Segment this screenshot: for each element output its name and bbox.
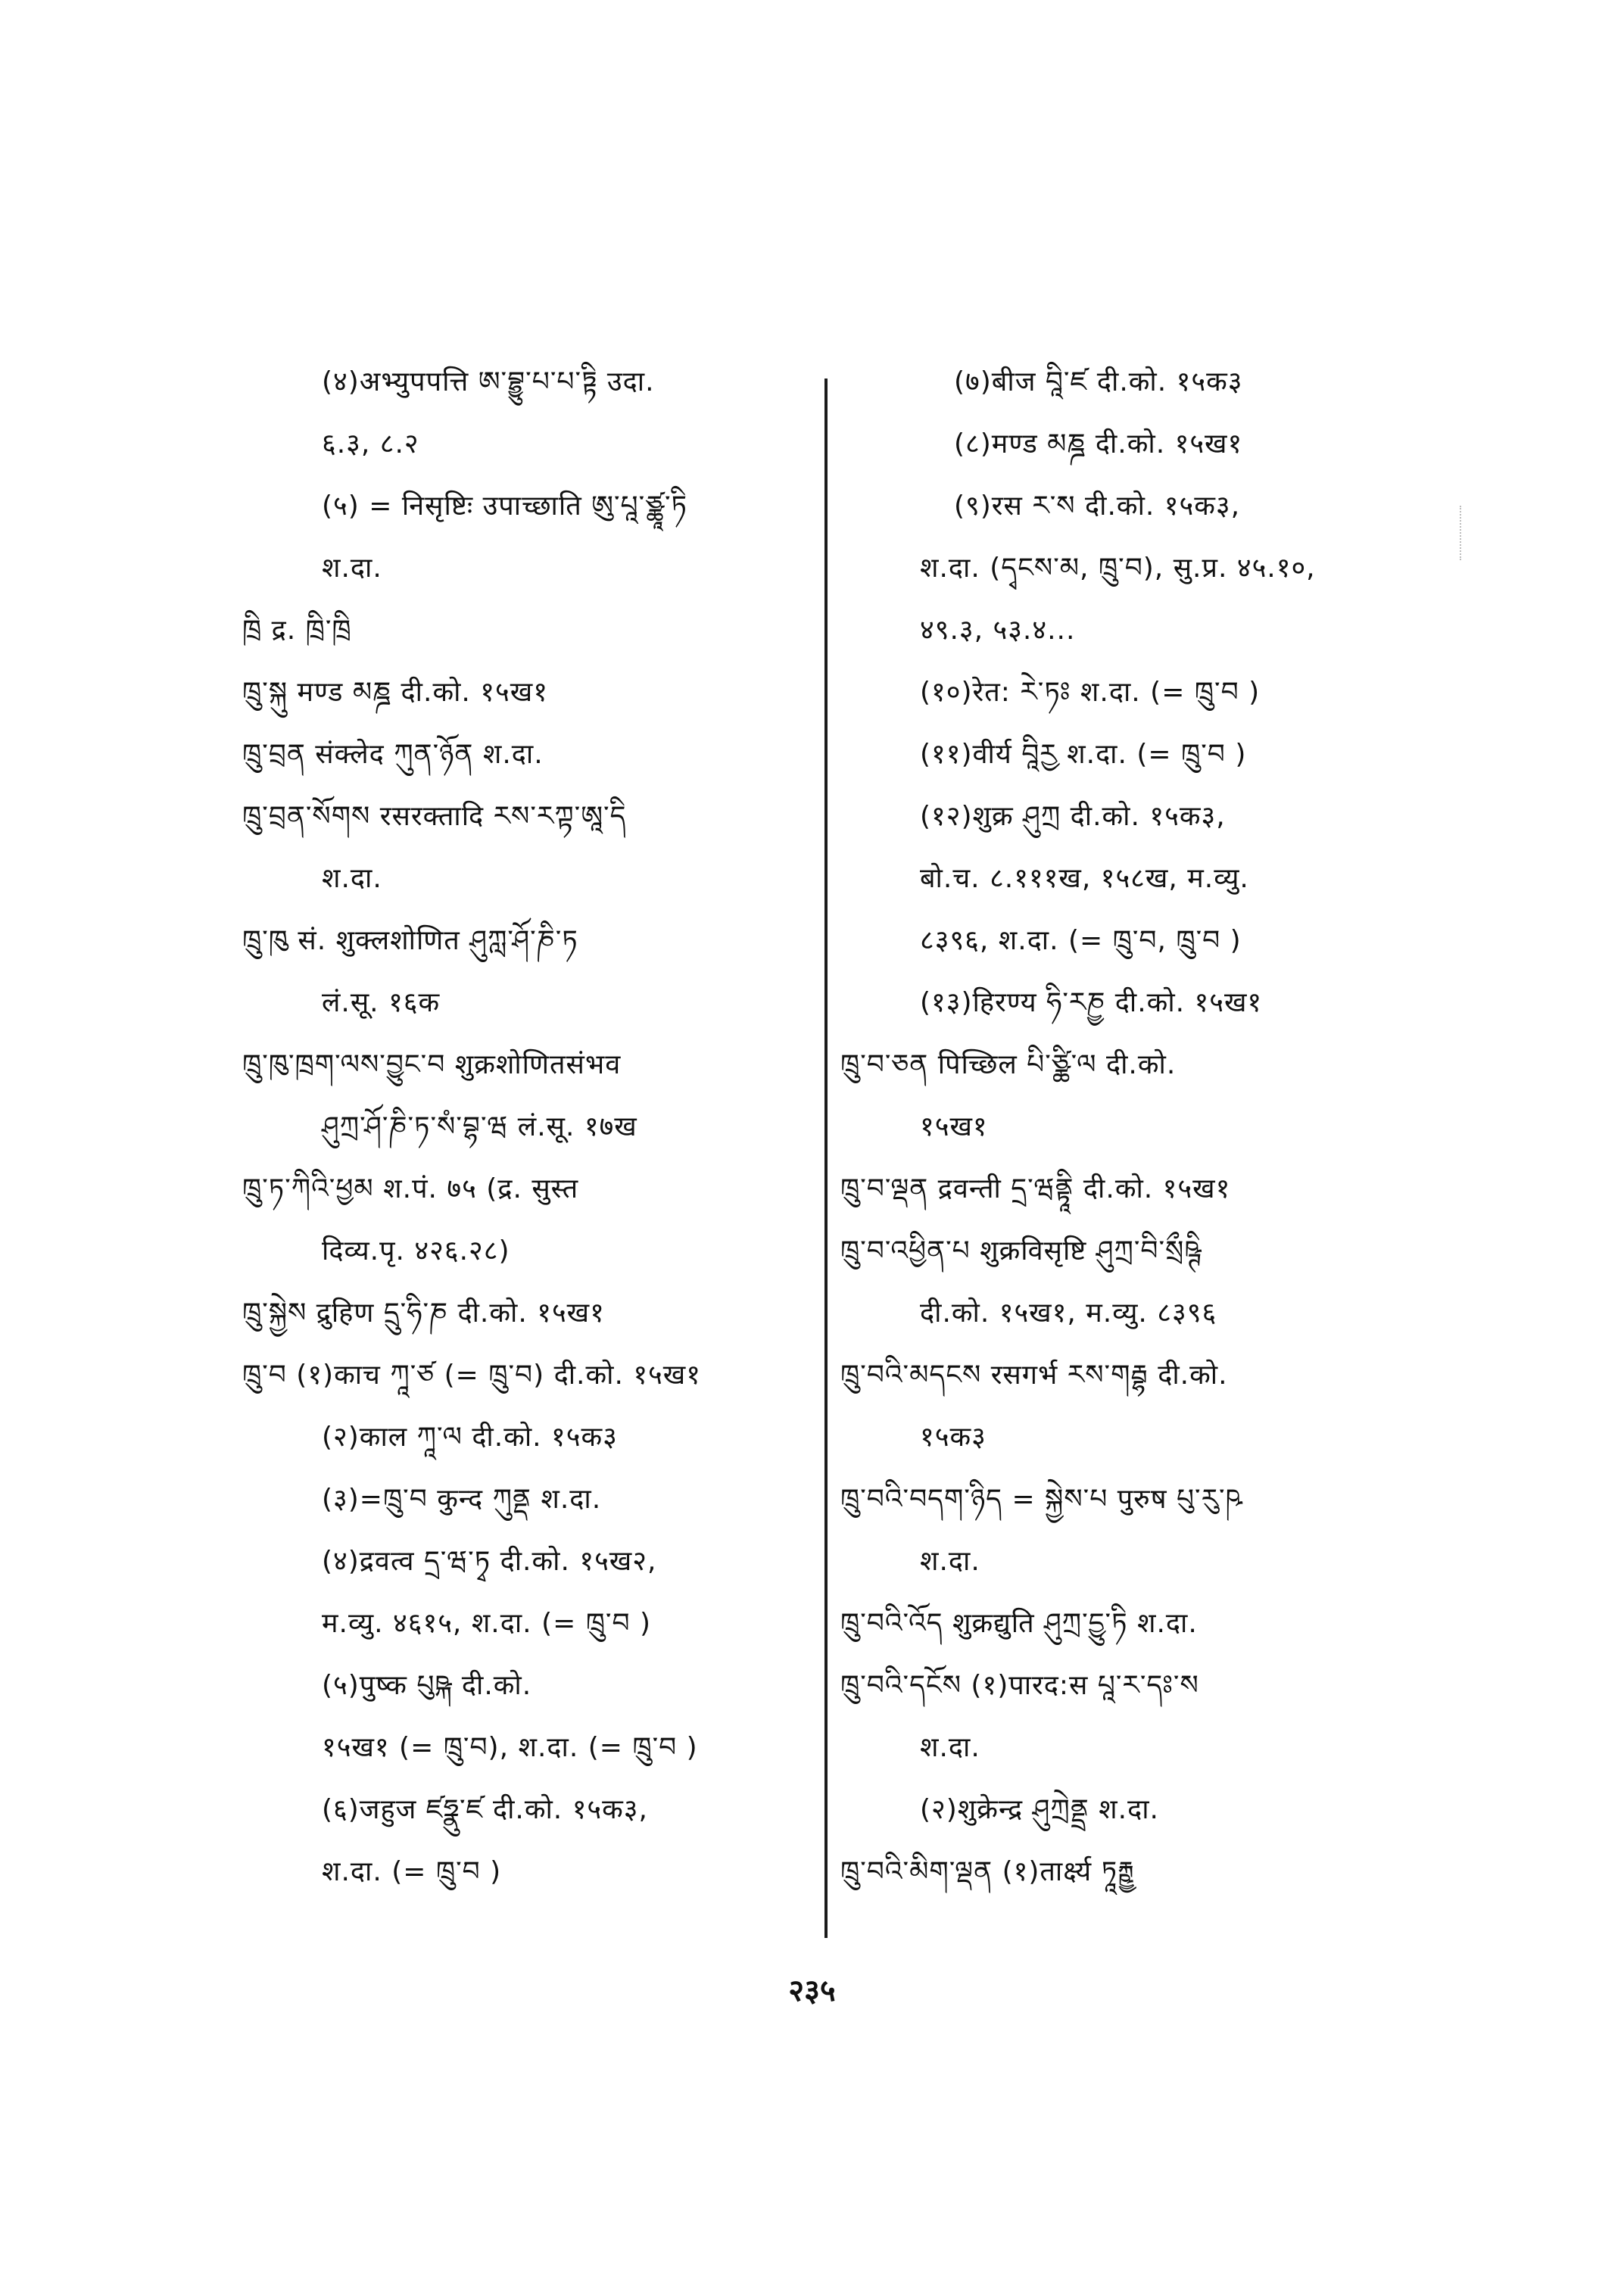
entry-line: (७)बीज བཱི་ཛ दी.को. १५क३ (954, 366, 1243, 397)
entry-line: (१३)हिरण्य ཧི་རཎྱ दी.को. १५ख१ (920, 987, 1263, 1018)
page-number: २३५ (788, 1974, 836, 2008)
entry-line: लं.सू. १६क (322, 987, 441, 1018)
entry-line: श.दा. (920, 1546, 980, 1577)
entry-line: ६.३, ८.२ (322, 428, 419, 460)
entry-line: १५ख१ (= ཁྲུ་བ), श.दा. (= ཁྲུ་བ ) (322, 1732, 698, 1763)
entry-line: (१०)रेत: རེ་ཏཿ श.दा. (= ཁྲུ་བ ) (920, 677, 1261, 708)
entry-line: ཁྲུ་སྐུ मण्ड མཎྜ दी.को. १५ख१ (242, 677, 548, 708)
entry-line: ཁྲུ་བ་ལྡན द्रवन्ती དྲ་ཝནྟཱི दी.को. १५ख१ (840, 1173, 1231, 1204)
entry-line: ཁྲུ་བའི་འོད शुक्रद्युति ཤུཀྲ་དྱུ་ཏི श.दा. (840, 1608, 1198, 1639)
entry-line: दी.को. १५ख१, म.व्यु. ८३९६ (920, 1298, 1217, 1329)
entry-line: (११)वीर्य བཱིརྱ श.दा. (= ཁྲུ་བ ) (920, 739, 1247, 770)
entry-line: ཁྲུ་བའི་མིག་ལྡན (१)तार्क्ष्य ཏཱརྐྵྱ (840, 1856, 1136, 1887)
entry-line: ཁྲུ་བྲན संक्लेद ཀུན་ཉོན श.दा. (242, 739, 544, 770)
entry-line: म.व्यु. ४६१५, श.दा. (= ཁྲུ་བ ) (322, 1608, 652, 1639)
margin-mark (1460, 506, 1463, 560)
entry-line: ४९.३, ५३.४... (920, 615, 1076, 646)
entry-line: श.दा. (322, 553, 382, 584)
entry-line: (८)मण्ड མཎྜ दी.को. १५ख१ (954, 428, 1243, 460)
entry-line: ཁྲུ་བའི་བདག་ཉིད = སྐྱེས་པ पुरुष པུ་རུ་ཥ (840, 1484, 1243, 1515)
entry-line: ८३९६, श.दा. (= ཁྲུ་བ, ཁྲུ་བ ) (920, 925, 1242, 956)
entry-line: (५)पुष्क པུཥྐ दी.को. (322, 1670, 532, 1701)
entry-line: (१२)शुक्र ཤུཀྲ दी.को. १५क३, (920, 801, 1226, 832)
entry-line: बो.च. ८.१११ख, १५८ख, म.व्यु. (920, 863, 1249, 894)
entry-line: (९)रस ར་ས दी.को. १५क३, (954, 491, 1241, 522)
entry-line: (३)=ཁྲུ་བ कुन्द ཀུནྡ श.दा. (322, 1484, 602, 1515)
entry-line: श.दा. (དྭངས་མ, ཁྲུ་བ), सु.प्र. ४५.१०, (920, 553, 1316, 584)
entry-line: श.दा. (920, 1732, 980, 1763)
column-divider (824, 379, 828, 1938)
entry-line: ཁྲུ་བྲན་སོགས रसरक्तादि རས་རཀྟ་ཨཱ་དི (242, 801, 627, 832)
entry-line: (४)अभ्युपपत्ति ཨ་བྷྱུ་པ་པ་ཏྟི उदा. (322, 366, 655, 397)
entry-line: ཁྲུ་བ་འཕྱིན་པ शुक्रविसृष्टि ཤུཀྲ་བི་སྲྀཥྚི (840, 1235, 1202, 1266)
entry-line: ཁྲུ་ཏ་ཀིའི་ཕྱམ श.पं. ७५ (द्र. सुस्त (242, 1173, 579, 1204)
entry-line: ཁྲུ་བའི་མདངས रसगर्भ རས་གརྦྷ दी.को. (840, 1360, 1228, 1391)
entry-line: ཁྲུ་བ (१)काच ཀཱ་ཙ (= ཁྲུ་བ) दी.को. १५ख१ (242, 1360, 701, 1391)
entry-line: श.दा. (322, 863, 382, 894)
entry-line: ཁྲུ་ཁུ सं. शुक्लशोणित ཤུཀླ་ཤོ་ཎི་ཏ (242, 925, 578, 956)
entry-line: ཁྲུ་སྐྱེས द्रुहिण དྲུ་ཧི་ཎ दी.को. १५ख१ (242, 1298, 605, 1329)
entry-line: ཤུཀྲ་ཤོ་ཎི་ཏ་སཾ་བྷ་ཝ लं.सू. १७ख (322, 1111, 637, 1142)
entry-line: ཁྲུ་བ་ཅན पिच्छिल པི་ཙྪི་ལ दी.को. (840, 1049, 1177, 1080)
entry-line: १५क३ (920, 1422, 987, 1453)
entry-line: दिव्य.पृ. ४२६.२८) (322, 1235, 510, 1266)
entry-line: (५) = निसृष्टिः उपाच्छाति ཨུ་པཱ་ཙྪཱ་ཏི (322, 491, 688, 522)
entry-line: (२)शुक्रेन्द्र ཤུཀྲེནྡྲ श.दा. (920, 1794, 1159, 1825)
entry-line: (६)जहुज ཛཧྣུ་ཛ दी.को. १५क३, (322, 1794, 648, 1825)
entry-line: ཁྲུ་ཁུ་ཁྲག་ལས་བྱུང་བ शुक्रशोणितसंभव (242, 1049, 622, 1080)
entry-line: ཁྲུ་བའི་དངོས (१)पारद:स པཱ་ར་དཿ་ས (840, 1670, 1199, 1701)
entry-line: श.दा. (= ཁྲུ་བ ) (322, 1856, 502, 1887)
entry-line: १५ख१ (920, 1111, 988, 1142)
entry-line: (२)काल ཀཱ་ལ दी.को. १५क३ (322, 1422, 618, 1453)
entry-line: ཁྲི द्र. ཁྲི་ཁྲི (242, 615, 352, 646)
entry-line: (४)द्रवत्व དྲ་ཝ་ཏྭ दी.को. १५ख२, (322, 1546, 657, 1577)
